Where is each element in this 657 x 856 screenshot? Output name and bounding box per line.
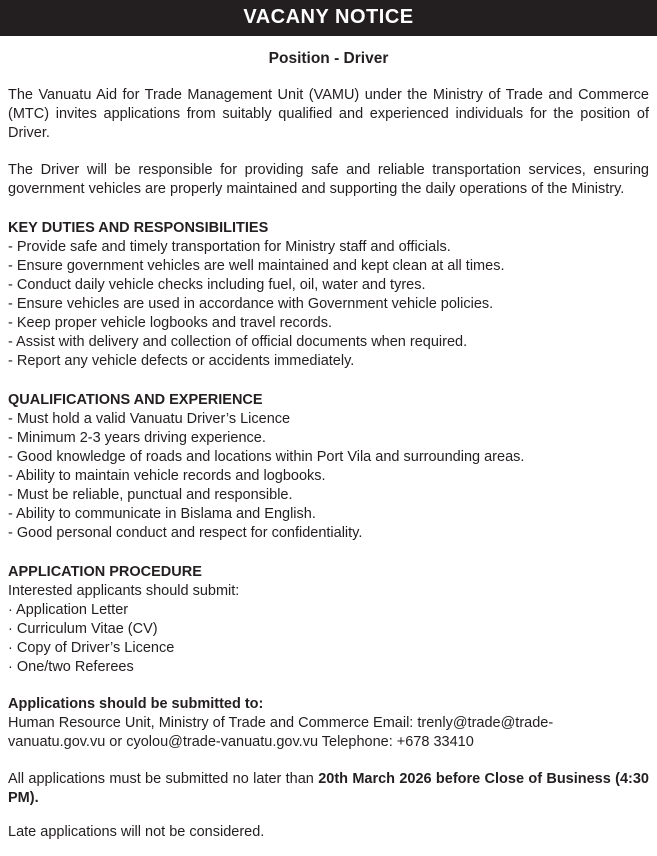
qualifications-heading: QUALIFICATIONS AND EXPERIENCE: [8, 392, 263, 408]
list-item: - Good personal conduct and respect for confidentiality.: [8, 525, 363, 541]
list-item: - Must be reliable, punctual and responsible.: [8, 487, 293, 503]
list-item: · Copy of Driver’s Licence: [8, 640, 175, 656]
deadline-date: 20th March 2026 before Close of Business (4:30 PM).: [8, 771, 649, 806]
notice-banner-title: VACANY NOTICE: [243, 6, 414, 28]
list-item: - Ability to maintain vehicle records and logbooks.: [8, 468, 326, 484]
intro-paragraph-2: The Driver will be responsible for providing safe and reliable transportation services, ensuring government vehicles are properly maintained and supporting the daily operations of the Ministry.: [8, 162, 649, 197]
notice-body: [0, 86, 657, 842]
intro-paragraph-1: The Vanuatu Aid for Trade Management Unit (VAMU) under the Ministry of Trade and Commerce (MTC) invites applications from suitably qualified and experienced individuals for the position of Driver.: [8, 87, 649, 141]
list-item: - Good knowledge of roads and locations within Port Vila and surrounding areas.: [8, 449, 525, 465]
section-duties: [8, 219, 649, 371]
section-procedure: [8, 563, 649, 677]
submission-block: [8, 695, 649, 752]
list-item: · One/two Referees: [8, 659, 134, 675]
list-item: - Provide safe and timely transportation for Ministry staff and officials.: [8, 239, 451, 255]
submission-heading: Applications should be submitted to:: [8, 696, 264, 712]
duties-heading: KEY DUTIES AND RESPONSIBILITIES: [8, 220, 269, 236]
list-item: - Must hold a valid Vanuatu Driver’s Licence: [8, 411, 291, 427]
procedure-heading: APPLICATION PROCEDURE: [8, 564, 202, 580]
list-item: · Application Letter: [8, 602, 129, 618]
list-item: - Ensure government vehicles are well maintained and kept clean at all times.: [8, 258, 505, 274]
late-applications-note: Late applications will not be considered.: [8, 823, 265, 840]
list-item: - Ensure vehicles are used in accordance with Government vehicle policies.: [8, 296, 494, 312]
list-item: - Minimum 2-3 years driving experience.: [8, 430, 266, 446]
section-qualifications: [8, 391, 649, 543]
notice-banner: [0, 0, 657, 36]
submission-contact: Human Resource Unit, Ministry of Trade and Commerce Email: trenly@trade@trade-vanuatu.gov.vu or cyolou@trade-vanuatu.gov.vu Telephone: +678 33410: [8, 715, 554, 750]
list-item: - Report any vehicle defects or accidents immediately.: [8, 353, 355, 369]
list-item: - Assist with delivery and collection of official documents when required.: [8, 334, 468, 350]
list-item: - Ability to communicate in Bislama and English.: [8, 506, 316, 522]
list-item: - Keep proper vehicle logbooks and travel records.: [8, 315, 333, 331]
procedure-intro: Interested applicants should submit:: [8, 583, 240, 599]
deadline-paragraph: [8, 770, 649, 808]
position-subtitle: Position - Driver: [268, 50, 389, 67]
deadline-text: All applications must be submitted no later than: [8, 771, 319, 787]
list-item: - Conduct daily vehicle checks including fuel, oil, water and tyres.: [8, 277, 426, 293]
list-item: · Curriculum Vitae (CV): [8, 621, 158, 637]
